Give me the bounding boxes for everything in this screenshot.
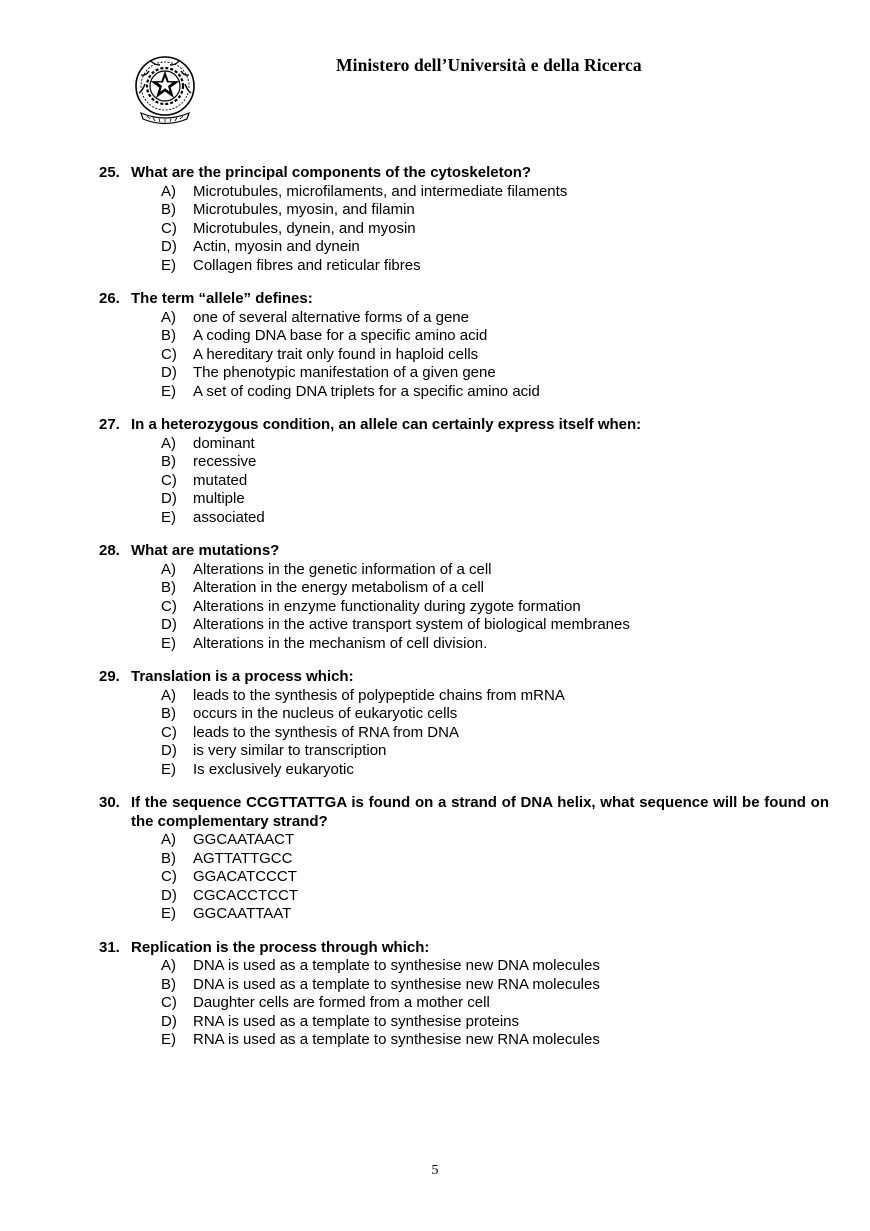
answer-option-c	[99, 346, 829, 365]
answer-option-e	[99, 383, 829, 402]
option-letter: E)	[161, 382, 176, 400]
question-title	[99, 542, 829, 561]
answer-option-d	[99, 238, 829, 257]
option-letter: E)	[161, 760, 176, 778]
option-letter: C)	[161, 723, 177, 741]
option-text: A hereditary trait only found in haploid cells	[193, 345, 479, 363]
option-text: RNA is used as a template to synthesise new RNA molecules	[193, 1031, 600, 1048]
answer-option-a	[99, 435, 829, 454]
question-text: If the sequence CCGTTATTGA is found on a strand of DNA helix, what sequence will be found on the complementary strand?	[131, 794, 829, 830]
option-letter: E)	[161, 256, 176, 274]
option-text: GGCAATTAAT	[193, 905, 292, 922]
option-letter: D)	[161, 616, 177, 633]
option-text: DNA is used as a template to synthesise new DNA molecules	[193, 957, 600, 974]
answer-option-a	[99, 957, 829, 976]
answer-option-b	[99, 850, 829, 869]
question-title	[99, 668, 829, 687]
option-letter: B)	[161, 327, 176, 344]
option-text: is very similar to transcription	[193, 742, 387, 759]
option-text: Alterations in enzyme functionality during zygote formation	[193, 597, 581, 615]
option-letter: C)	[161, 868, 177, 885]
answer-option-a	[99, 831, 829, 850]
option-text: leads to the synthesis of polypeptide chains from mRNA	[193, 686, 565, 704]
answer-option-d	[99, 364, 829, 383]
answer-option-c	[99, 724, 829, 743]
option-letter: C)	[161, 597, 177, 615]
question-28	[99, 542, 829, 653]
option-text: The phenotypic manifestation of a given gene	[193, 364, 496, 381]
option-text: Collagen fibres and reticular fibres	[193, 256, 421, 274]
answer-options	[99, 183, 829, 276]
answer-option-b	[99, 705, 829, 724]
option-letter: A)	[161, 434, 176, 452]
question-title	[99, 416, 829, 435]
answer-option-e	[99, 635, 829, 654]
answer-option-b	[99, 976, 829, 995]
option-letter: E)	[161, 634, 176, 652]
question-number: 28.	[99, 542, 120, 559]
question-title	[99, 290, 829, 309]
answer-option-e	[99, 761, 829, 780]
option-letter: A)	[161, 560, 176, 578]
answer-option-a	[99, 183, 829, 202]
option-text: Is exclusively eukaryotic	[193, 760, 354, 778]
question-title	[99, 939, 829, 958]
option-text: Alteration in the energy metabolism of a cell	[193, 579, 484, 596]
option-letter: D)	[161, 886, 177, 904]
option-text: Microtubules, myosin, and filamin	[193, 201, 415, 218]
question-text: In a heterozygous condition, an allele can certainly express itself when:	[131, 416, 642, 433]
option-letter: B)	[161, 849, 176, 867]
option-text: A set of coding DNA triplets for a specific amino acid	[193, 382, 540, 400]
answer-option-e	[99, 1031, 829, 1050]
option-text: dominant	[193, 434, 255, 452]
italian-republic-emblem-icon	[133, 53, 197, 125]
answer-option-d	[99, 616, 829, 635]
question-text: Translation is a process which:	[131, 668, 354, 685]
answer-option-a	[99, 687, 829, 706]
option-letter: D)	[161, 490, 177, 507]
option-letter: E)	[161, 508, 176, 526]
option-text: occurs in the nucleus of eukaryotic cells	[193, 705, 458, 722]
option-letter: C)	[161, 345, 177, 363]
option-letter: E)	[161, 1031, 176, 1048]
option-text: Alterations in the genetic information of a cell	[193, 560, 492, 578]
option-text: CGCACCTCCT	[193, 886, 298, 904]
answer-option-c	[99, 868, 829, 887]
question-31	[99, 939, 829, 1050]
option-text: A coding DNA base for a specific amino acid	[193, 327, 488, 344]
question-25	[99, 164, 829, 275]
answer-option-c	[99, 220, 829, 239]
answer-option-b	[99, 579, 829, 598]
answer-option-a	[99, 309, 829, 328]
option-letter: D)	[161, 1012, 177, 1030]
option-letter: C)	[161, 471, 177, 489]
option-text: mutated	[193, 471, 248, 489]
option-text: recessive	[193, 453, 257, 470]
option-text: Actin, myosin and dynein	[193, 238, 360, 255]
option-letter: E)	[161, 905, 176, 922]
option-letter: C)	[161, 219, 177, 237]
option-text: RNA is used as a template to synthesise proteins	[193, 1012, 520, 1030]
option-text: Alterations in the mechanism of cell division.	[193, 634, 488, 652]
question-title	[99, 164, 829, 183]
question-text: What are the principal components of the cytoskeleton?	[131, 164, 532, 181]
option-letter: D)	[161, 238, 177, 255]
option-text: Alterations in the active transport system of biological membranes	[193, 616, 630, 633]
question-title	[99, 794, 829, 831]
question-30	[99, 794, 829, 924]
answer-option-c	[99, 598, 829, 617]
answer-option-e	[99, 257, 829, 276]
question-list	[99, 164, 829, 1065]
answer-option-d	[99, 1013, 829, 1032]
question-27	[99, 416, 829, 527]
question-number: 29.	[99, 668, 120, 685]
option-text: leads to the synthesis of RNA from DNA	[193, 723, 459, 741]
option-letter: B)	[161, 975, 176, 993]
option-letter: D)	[161, 364, 177, 381]
option-text: GGACATCCCT	[193, 868, 297, 885]
option-text: multiple	[193, 490, 245, 507]
question-text: The term “allele” defines:	[131, 290, 313, 307]
question-26	[99, 290, 829, 401]
question-text: What are mutations?	[131, 542, 280, 559]
answer-option-c	[99, 994, 829, 1013]
option-letter: A)	[161, 831, 176, 848]
option-text: GGCAATAACT	[193, 831, 295, 848]
answer-options	[99, 687, 829, 780]
option-letter: B)	[161, 579, 176, 596]
page-number: 5	[431, 1163, 439, 1178]
option-letter: A)	[161, 308, 176, 326]
option-letter: B)	[161, 453, 176, 470]
option-text: DNA is used as a template to synthesise new RNA molecules	[193, 975, 600, 993]
question-29	[99, 668, 829, 779]
question-number: 25.	[99, 164, 120, 181]
ministry-title: Ministero dell’Università e della Ricerca	[336, 55, 642, 75]
answer-options	[99, 435, 829, 528]
option-letter: B)	[161, 201, 176, 218]
question-number: 27.	[99, 416, 120, 433]
option-text: Microtubules, microfilaments, and intermediate filaments	[193, 182, 568, 200]
answer-option-d	[99, 742, 829, 761]
answer-option-c	[99, 472, 829, 491]
answer-options	[99, 309, 829, 402]
option-text: one of several alternative forms of a gene	[193, 308, 469, 326]
answer-options	[99, 561, 829, 654]
option-text: Microtubules, dynein, and myosin	[193, 219, 416, 237]
option-letter: B)	[161, 705, 176, 722]
option-letter: A)	[161, 686, 176, 704]
answer-option-e	[99, 905, 829, 924]
question-text: Replication is the process through which:	[131, 938, 430, 956]
answer-option-b	[99, 327, 829, 346]
question-number: 26.	[99, 290, 120, 307]
answer-options	[99, 831, 829, 924]
option-letter: A)	[161, 957, 176, 974]
answer-option-b	[99, 453, 829, 472]
option-text: AGTTATTGCC	[193, 849, 293, 867]
question-number: 30.	[99, 794, 120, 811]
option-letter: C)	[161, 994, 177, 1011]
answer-option-a	[99, 561, 829, 580]
answer-option-d	[99, 490, 829, 509]
option-text: associated	[193, 508, 265, 526]
answer-option-e	[99, 509, 829, 528]
question-number: 31.	[99, 938, 120, 956]
option-letter: A)	[161, 182, 176, 200]
answer-options	[99, 957, 829, 1050]
answer-option-b	[99, 201, 829, 220]
option-text: Daughter cells are formed from a mother cell	[193, 994, 490, 1011]
answer-option-d	[99, 887, 829, 906]
option-letter: D)	[161, 742, 177, 759]
